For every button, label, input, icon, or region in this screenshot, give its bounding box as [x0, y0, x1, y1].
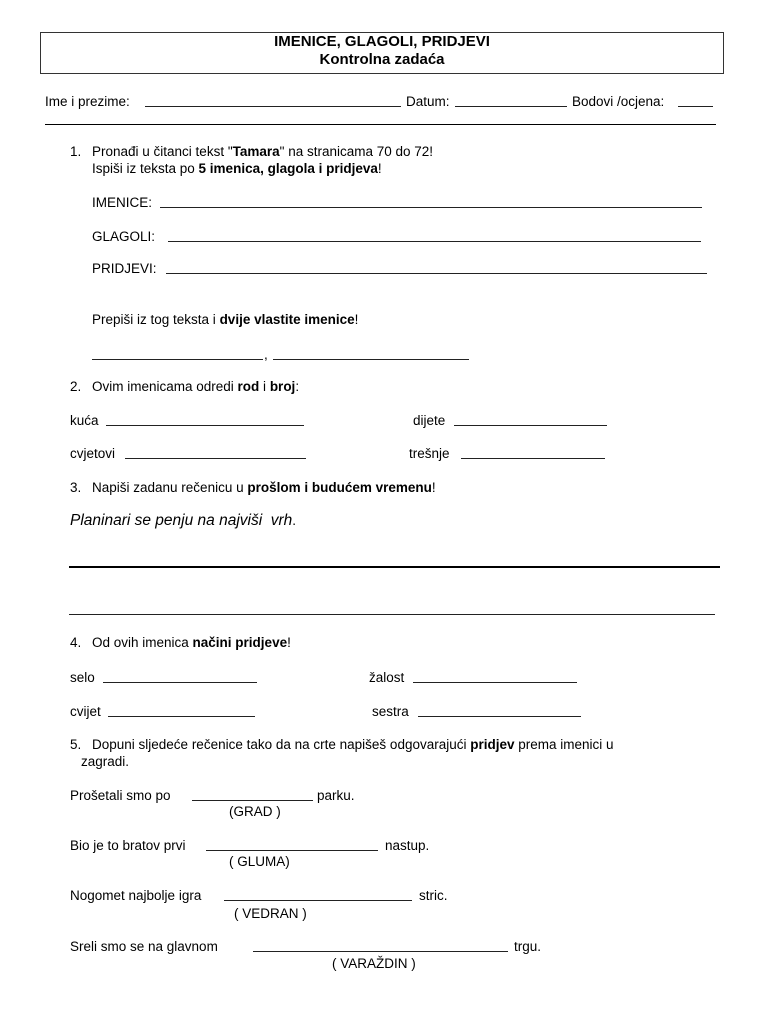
q4-word-zalost: žalost	[369, 670, 405, 685]
q5-s4-field[interactable]	[253, 951, 508, 952]
q5-s2-end: nastup.	[385, 838, 430, 853]
q5-s4-start: Sreli smo se na glavnom	[70, 939, 218, 954]
q5-s4-end: trgu.	[514, 939, 542, 954]
divider	[45, 124, 716, 125]
date-label: Datum:	[406, 94, 450, 109]
q5-text-line2: zagradi.	[81, 754, 130, 769]
q3-answer-line-1[interactable]	[69, 566, 720, 568]
q4-field-sestra[interactable]	[418, 716, 581, 717]
comma: ,	[264, 347, 268, 362]
q2-word-dijete: dijete	[413, 413, 446, 428]
q2-field-kuca[interactable]	[106, 425, 304, 426]
glagoli-label: GLAGOLI:	[92, 229, 156, 244]
date-field[interactable]	[455, 106, 567, 107]
q5-s4-hint: ( VARAŽDIN )	[332, 956, 416, 971]
q4-field-selo[interactable]	[103, 682, 257, 683]
vlastita-imenica-2-field[interactable]	[273, 359, 469, 360]
q2-word-tresnje: trešnje	[409, 446, 450, 461]
q4-word-sestra: sestra	[372, 704, 409, 719]
q3-number: 3.	[70, 480, 82, 495]
q2-text: Ovim imenicama odredi rod i broj:	[92, 379, 300, 394]
q2-field-cvjetovi[interactable]	[125, 458, 306, 459]
points-label: Bodovi /ocjena:	[572, 94, 665, 109]
glagoli-field[interactable]	[168, 241, 701, 242]
q1-number: 1.	[70, 144, 82, 159]
q5-s3-field[interactable]	[224, 900, 412, 901]
q5-s3-end: stric.	[419, 888, 448, 903]
document-subtitle: Kontrolna zadaća	[319, 51, 445, 68]
vlastita-imenica-1-field[interactable]	[92, 359, 263, 360]
q3-sentence: Planinari se penju na najviši vrh.	[70, 512, 297, 529]
q5-text: Dopuni sljedeće rečenice tako da na crte napišeš odgovarajući pridjev prema imenici u	[92, 737, 614, 752]
q2-field-tresnje[interactable]	[461, 458, 605, 459]
q5-s3-hint: ( VEDRAN )	[234, 906, 307, 921]
q4-field-zalost[interactable]	[413, 682, 577, 683]
q3-answer-line-2[interactable]	[69, 614, 715, 615]
q5-number: 5.	[70, 737, 82, 752]
q5-s2-start: Bio je to bratov prvi	[70, 838, 186, 853]
q2-field-dijete[interactable]	[454, 425, 607, 426]
q4-word-cvijet: cvijet	[70, 704, 101, 719]
q2-word-kuca: kuća	[70, 413, 99, 428]
q2-number: 2.	[70, 379, 82, 394]
pridjevi-label: PRIDJEVI:	[92, 261, 157, 276]
q4-field-cvijet[interactable]	[108, 716, 255, 717]
q4-word-selo: selo	[70, 670, 95, 685]
q5-s1-end: parku.	[317, 788, 355, 803]
points-field[interactable]	[678, 106, 713, 107]
q5-s2-field[interactable]	[206, 850, 378, 851]
name-field[interactable]	[145, 106, 401, 107]
name-label: Ime i prezime:	[45, 94, 130, 109]
imenice-label: IMENICE:	[92, 195, 153, 210]
q1-text-line2: Ispiši iz teksta po 5 imenica, glagola i pridjeva!	[92, 161, 382, 176]
q2-word-cvjetovi: cvjetovi	[70, 446, 116, 461]
q5-s3-start: Nogomet najbolje igra	[70, 888, 202, 903]
document-title: IMENICE, GLAGOLI, PRIDJEVI	[274, 33, 490, 50]
title-box	[40, 32, 724, 74]
q4-number: 4.	[70, 635, 82, 650]
pridjevi-field[interactable]	[166, 273, 707, 274]
q5-s1-start: Prošetali smo po	[70, 788, 171, 803]
q5-s2-hint: ( GLUMA)	[229, 854, 290, 869]
q5-s1-field[interactable]	[192, 800, 313, 801]
q5-s1-hint: (GRAD )	[229, 804, 281, 819]
q1-prepisi: Prepiši iz tog teksta i dvije vlastite imenice!	[92, 312, 359, 327]
imenice-field[interactable]	[160, 207, 702, 208]
q4-text: Od ovih imenica načini pridjeve!	[92, 635, 291, 650]
q1-text: Pronađi u čitanci tekst "Tamara" na stranicama 70 do 72!	[92, 144, 434, 159]
q3-text: Napiši zadanu rečenicu u prošlom i budućem vremenu!	[92, 480, 436, 495]
